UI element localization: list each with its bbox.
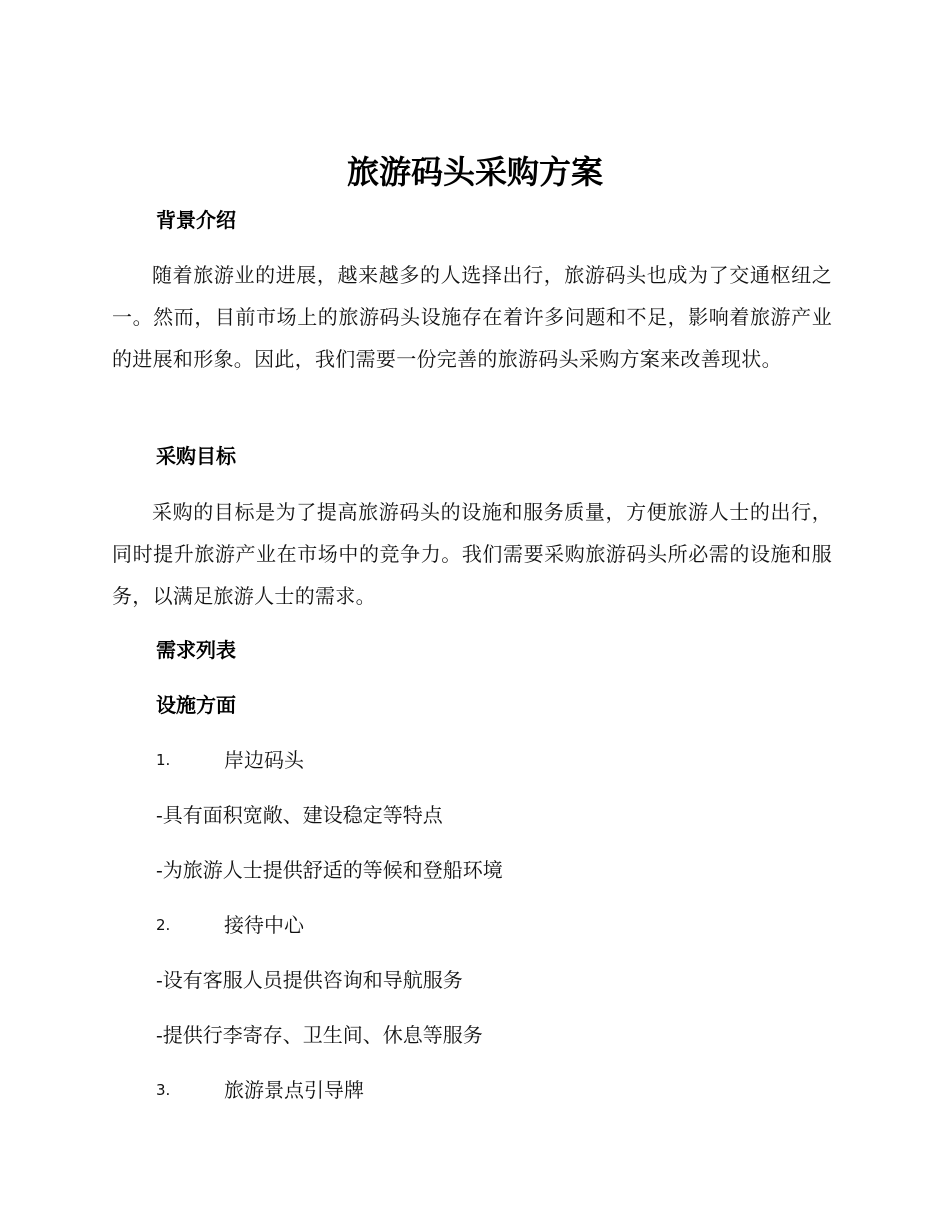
list-item-title: 旅游景点引导牌	[224, 1078, 364, 1102]
section-heading-goal: 采购目标	[156, 444, 236, 468]
section-heading-background: 背景介绍	[156, 208, 236, 232]
document-title: 旅游码头采购方案	[346, 153, 603, 191]
list-item-point: -设有客服人员提供咨询和导航服务	[156, 968, 463, 992]
list-item-point: -提供行李寄存、卫生间、休息等服务	[156, 1023, 483, 1047]
list-item-title: 接待中心	[224, 913, 304, 937]
list-item-title: 岸边码头	[224, 748, 304, 772]
background-paragraph: 随着旅游业的进展，越来越多的人选择出行，旅游码头也成为了交通枢纽之一。然而，目前市场上的旅游码头设施存在着许多问题和不足，影响着旅游产业的进展和形象。因此，我们需要一份完善的旅游码头采购方案来改善现状。	[112, 263, 832, 371]
list-item-number: 1.	[156, 751, 171, 769]
list-item-number: 3.	[156, 1081, 171, 1099]
subsection-heading-facilities: 设施方面	[156, 693, 236, 717]
section-heading-requirements: 需求列表	[156, 638, 236, 662]
goal-paragraph: 采购的目标是为了提高旅游码头的设施和服务质量，方便旅游人士的出行，同时提升旅游产业在市场中的竞争力。我们需要采购旅游码头所必需的设施和服务，以满足旅游人士的需求。	[112, 500, 832, 608]
list-item-point: -具有面积宽敞、建设稳定等特点	[156, 803, 443, 827]
list-item-point: -为旅游人士提供舒适的等候和登船环境	[156, 858, 503, 882]
list-item-number: 2.	[156, 916, 171, 934]
